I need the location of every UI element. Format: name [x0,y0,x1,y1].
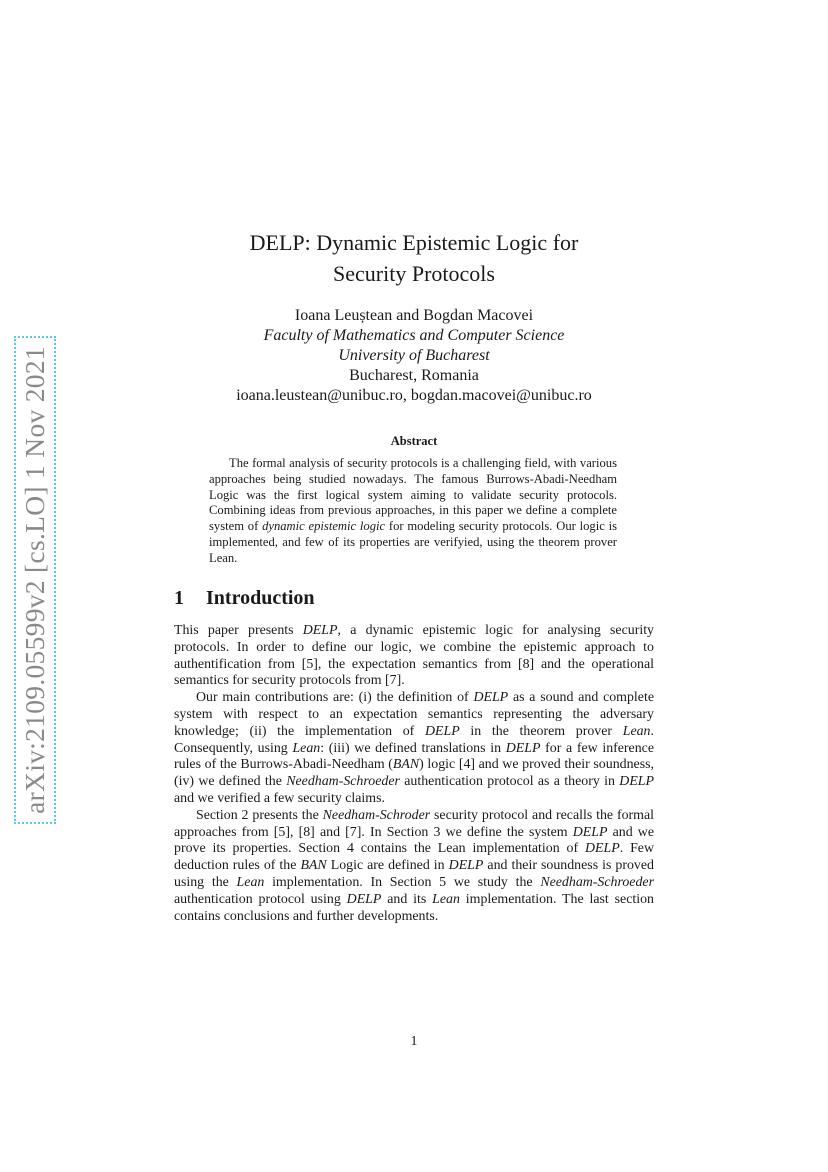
author-emails: ioana.leustean@unibuc.ro, bogdan.macovei@unibuc.ro [236,387,592,404]
arxiv-stamp-text: arXiv:2109.05599v2 [cs.LO] 1 Nov 2021 [19,346,51,814]
text-run: ) logic [4] and we proved their soundness, (iv) we defined the [174,757,654,790]
page-number: 1 [410,1034,418,1049]
emphasis-run: DELP [473,690,509,706]
paragraph-3 [174,808,654,926]
affiliation-university: University of Bucharest [338,347,490,364]
text-run: and their soundness is proved using the [174,858,654,890]
emphasis-run: DELP [619,774,655,790]
abstract-text-a: The formal analysis of security protocols is a challenging field, with various approaches being studied nowadays. The famous Burrows-Abadi-Needham Logic was the first logical system aiming to validate security protocols. Combining ideas from previous approaches, in this paper we define a complete system of [209,456,617,534]
emphasis-run: DELP [448,858,484,874]
title-line-2: Security Protocols [333,261,495,286]
emphasis-run: BAN [300,858,327,874]
emphasis-run: Needham-Schroeder [540,874,654,890]
emphasis-run: DELP [572,824,608,840]
emphasis-run: DELP [346,891,382,907]
section-title: Introduction [206,587,315,609]
section-number: 1 [174,587,184,609]
paragraph-1 [174,623,654,690]
text-run: Section 2 presents the [196,807,323,823]
affiliation-faculty: Faculty of Mathematics and Computer Science [263,327,565,344]
paper-title [174,227,654,289]
text-run: Our main contributions are: (i) the definition of [196,690,474,706]
emphasis-run: Lean [622,723,651,739]
text-run: : (iii) we defined translations in [320,740,506,756]
text-run: , a dynamic epistemic logic for analysing security protocols. In order to define our logic, we combine the epistemic approach to authentification from [5], the expectation semantics from [8] and the operational semantics for security protocols from [7]. [174,623,655,689]
emphasis-run: BAN [392,757,420,773]
emphasis-run: DELP [505,740,541,756]
section-heading [174,587,315,610]
text-run: implementation. In Section 5 we study the [264,874,541,890]
text-run: and we prove its properties. Section 4 contains the Lean implementation of [174,824,654,857]
text-run: in the theorem prover [459,723,623,739]
text-run: implementation. The last section contains conclusions and further developments. [174,891,654,924]
text-run: as a sound and complete system with respect to an expectation semantics representing the adversary knowledge; (ii) the implementation of [174,690,654,739]
emphasis-run: DELP [302,623,338,638]
abstract-emphasis: dynamic epistemic logic [262,519,386,534]
location: Bucharest, Romania [349,367,479,384]
text-run: authentication protocol as a theory in [399,774,620,790]
text-run: . Consequently, using [174,723,654,756]
text-run: and its [381,891,433,907]
emphasis-run: DELP [584,841,620,857]
text-run: for a few inference rules of the Burrows-Abadi-Needham ( [174,740,655,773]
emphasis-run: Lean [432,891,460,907]
emphasis-run: Needham-Schroder [322,807,431,823]
emphasis-run: Lean [292,740,321,756]
emphasis-run: DELP [424,723,460,739]
emphasis-run: Needham-Schroeder [286,774,400,790]
title-line-1: DELP: Dynamic Epistemic Logic for [249,230,579,255]
text-run: This paper presents [174,623,303,638]
authors: Ioana Leuștean and Bogdan Macovei [294,307,534,324]
abstract-heading: Abstract [390,434,438,448]
paragraph-2 [174,690,654,808]
introduction-body [174,623,654,925]
text-run: security protocol and recalls the formal approaches from [5], [8] and [7]. In Section 3 we define the system [174,807,654,840]
abstract-text-b: for modeling security protocols. Our logic is implemented, and few of its properties are verifyied, using the theorem prover Lean. [209,519,617,565]
abstract-text [209,456,617,567]
text-run: and we verified a few security claims. [174,790,385,806]
emphasis-run: Lean [236,874,265,890]
author-block [174,306,654,406]
text-run: . Few deduction rules of the [174,841,654,874]
arxiv-stamp [14,336,56,824]
text-run: Logic are defined in [326,858,449,874]
text-run: authentication protocol using [174,891,347,907]
